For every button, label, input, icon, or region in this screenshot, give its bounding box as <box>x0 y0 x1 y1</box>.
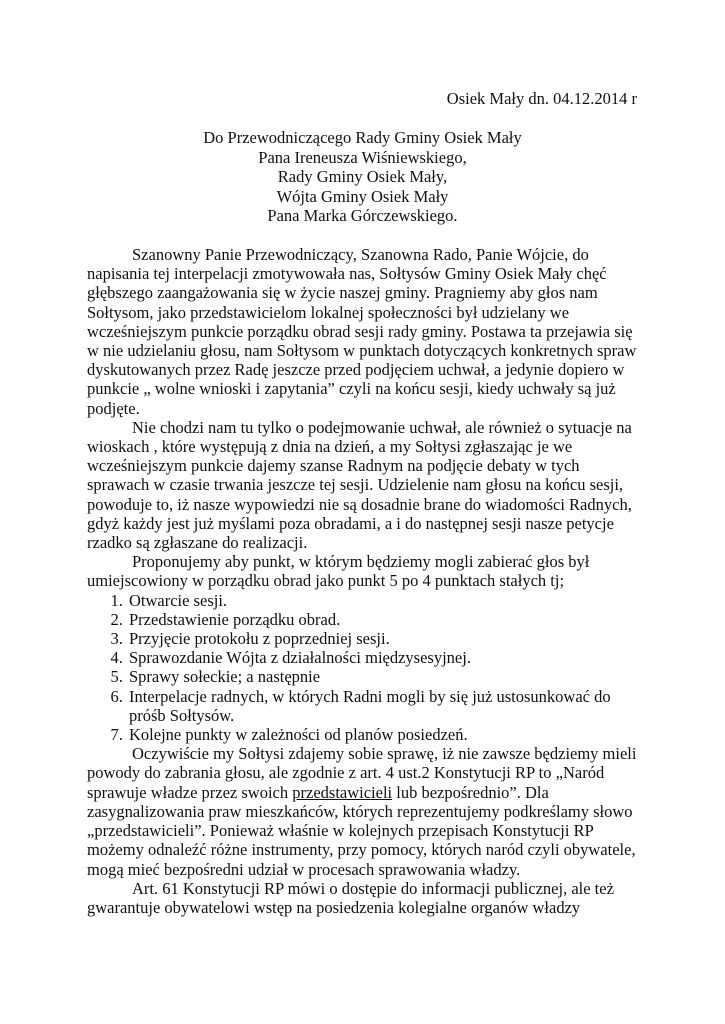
paragraph-greeting: Szanowny Panie Przewodniczący, Szanowna Rado, Panie Wójcie, do napisania tej interpelacji zmotywowała nas, Sołtysów Gminy Osiek Mały chęć głębszego zaangażowania się w życie naszej gminy. Pragniemy aby głos nam Sołtysom, jako przedstawicielom lokalnej społeczności był udzielany we wcześniejszym punkcie porządku obrad sesji rady gminy. Postawa ta przejawia się w nie udzielaniu głosu, nam Sołtysom w punktach dotyczących konkretnych spraw dyskutowanych przez Radę jeszcze przed podjęciem uchwał, a jedynie dopiero w punkcie „ wolne wnioski i zapytania” czyli na końcu sesji, kiedy uchwały są już podjęte. <box>87 245 637 418</box>
agenda-item: 3. Przyjęcie protokołu z poprzedniej sesji. <box>127 629 641 648</box>
addressee-line: Rady Gminy Osiek Mały, <box>277 167 448 186</box>
underlined-word: przedstawicieli <box>292 782 393 802</box>
agenda-item: 5. Sprawy sołeckie; a następnie <box>127 667 641 686</box>
addressee-line: Pana Ireneusza Wiśniewskiego, <box>258 147 467 167</box>
addressee-block <box>0 128 725 226</box>
constitution-text-before: Oczywiście my Sołtysi zdajemy sobie sprawę, iż nie zawsze będziemy mieli powody do zabrania głosu, ale zgodnie z art. 4 ust.2 Konstytucji RP to „Naród sprawuje władze przez swoich <box>87 744 637 802</box>
agenda-list <box>87 591 641 745</box>
paragraph-constitution <box>87 744 641 878</box>
letter-body <box>87 245 641 917</box>
agenda-item: 7. Kolejne punkty w zależności od planów posiedzeń. <box>127 725 641 744</box>
agenda-item: 1. Otwarcie sesji. <box>127 591 641 610</box>
addressee-line: Wójta Gminy Osiek Mały <box>276 186 449 206</box>
addressee-line: Do Przewodniczącego Rady Gminy Osiek Mały <box>203 128 522 147</box>
agenda-item: 2. Przedstawienie porządku obrad. <box>127 610 641 629</box>
date-line: Osiek Mały dn. 04.12.2014 r <box>446 89 637 108</box>
paragraph-article-61: Art. 61 Konstytucji RP mówi o dostępie do informacji publicznej, ale też gwarantuje obywatelowi wstęp na posiedzenia kolegialne organów władzy <box>87 878 614 917</box>
constitution-text-after: lub bezpośrednio”. Dla zasygnalizowania praw mieszkańców, których reprezentujemy podkreślamy słowo „przedstawicieli”. Ponieważ właśnie w kolejnych przepisach Konstytucji RP możemy odnaleźć różne instrumenty, przy pomocy, których naród czyli obywatele, mogą mieć bezpośredni udział w procesach sprawowania władzy. <box>87 782 636 879</box>
paragraph-sessions: Nie chodzi nam tu tylko o podejmowanie uchwał, ale również o sytuacje na wioskach , które występują z dnia na dzień, a my Sołtysi zgłaszając je we wcześniejszym punkcie dajemy szanse Radnym na podjęcie debaty w tych sprawach w czasie trwania jeszcze tej sesji. Udzielenie nam głosu na końcu sesji, powoduje to, iż nasze wypowiedzi nie są dosadnie brane do wiadomości Radnych, gdyż każdy jest już myślami poza obradami, a i do następnej sesji nasze petycje rzadko są zgłaszane do realizacji. <box>87 417 632 553</box>
addressee-line: Pana Marka Górczewskiego. <box>267 206 458 225</box>
paragraph-proposal: Proponujemy aby punkt, w którym będziemy mogli zabierać głos był umiejscowiony w porządku obrad jako punkt 5 po 4 punktach stałych tj; <box>87 552 590 591</box>
agenda-item: 4. Sprawozdanie Wójta z działalności międzysesyjnej. <box>127 648 641 667</box>
agenda-item: 6. Interpelacje radnych, w których Radni mogli by się już ustosunkować do próśb Sołtysów. <box>127 687 641 725</box>
